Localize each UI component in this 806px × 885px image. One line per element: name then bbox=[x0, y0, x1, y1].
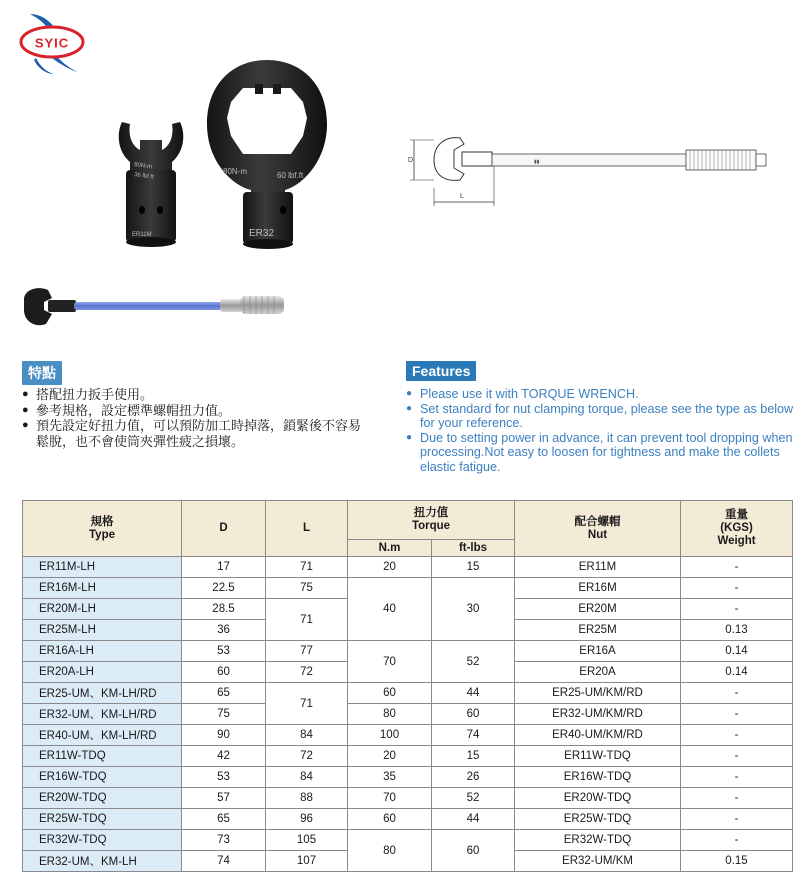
features-zh-list bbox=[22, 387, 362, 449]
cell-nut: ER20A bbox=[515, 662, 681, 683]
cell-d: 17 bbox=[182, 557, 266, 578]
cell-type: ER11W-TDQ bbox=[23, 746, 182, 767]
cell-type: ER16M-LH bbox=[23, 578, 182, 599]
cell-l: 71 bbox=[266, 599, 348, 641]
cell-d: 36 bbox=[182, 620, 266, 641]
cell-l: 75 bbox=[266, 578, 348, 599]
spec-table bbox=[22, 500, 793, 872]
header-ftlbs: ft-lbs bbox=[432, 540, 515, 557]
cell-nut: ER11M bbox=[515, 557, 681, 578]
cell-ftlbs: 74 bbox=[432, 725, 515, 746]
cell-type: ER16W-TDQ bbox=[23, 767, 182, 788]
cell-d: 65 bbox=[182, 683, 266, 704]
cell-ftlbs: 15 bbox=[432, 746, 515, 767]
header-weight-en: Weight bbox=[717, 535, 756, 547]
cell-weight: - bbox=[681, 788, 793, 809]
cell-type: ER40-UM、KM-LH/RD bbox=[23, 725, 182, 746]
cell-d: 60 bbox=[182, 662, 266, 683]
features-en-list bbox=[406, 387, 798, 475]
cell-nut: ER40-UM/KM/RD bbox=[515, 725, 681, 746]
cell-type: ER25W-TDQ bbox=[23, 809, 182, 830]
cell-l: 71 bbox=[266, 683, 348, 725]
dim-l-label: L bbox=[460, 193, 464, 200]
large-wrench-head-image bbox=[203, 54, 331, 250]
bullet-icon: ● bbox=[22, 403, 29, 416]
cell-ftlbs: 52 bbox=[432, 788, 515, 809]
cell-weight: 0.15 bbox=[681, 851, 793, 872]
cell-l: 96 bbox=[266, 809, 348, 830]
header-nut-en: Nut bbox=[587, 528, 608, 541]
cell-d: 73 bbox=[182, 830, 266, 851]
features-en-item: Please use it with TORQUE WRENCH. bbox=[420, 387, 639, 401]
features-zh-title: 特點 bbox=[22, 361, 62, 385]
header-weight-unit: (KGS) bbox=[720, 522, 753, 534]
cell-nut: ER32-UM/KM bbox=[515, 851, 681, 872]
header-nut-zh: 配合螺帽 bbox=[574, 515, 621, 528]
table-row bbox=[23, 767, 793, 788]
cell-nut: ER11W-TDQ bbox=[515, 746, 681, 767]
header-weight-zh: 重量 bbox=[725, 509, 748, 521]
cell-l: 72 bbox=[266, 662, 348, 683]
table-row bbox=[23, 725, 793, 746]
table-row bbox=[23, 746, 793, 767]
list-item bbox=[22, 403, 362, 419]
cell-nut: ER20M bbox=[515, 599, 681, 620]
features-en-item: Set standard for nut clamping torque, please see the type as below for your reference. bbox=[420, 401, 794, 431]
list-item bbox=[406, 387, 798, 402]
syic-logo bbox=[16, 8, 88, 78]
cell-ftlbs: 44 bbox=[432, 683, 515, 704]
table-row bbox=[23, 557, 793, 578]
cell-d: 74 bbox=[182, 851, 266, 872]
features-zh-item: 預先設定好扭力值，可以預防加工時掉落，鎖緊後不容易鬆脫，也不會使筒夾彈性疲之損壞。 bbox=[36, 418, 362, 449]
cell-nut: ER32-UM/KM/RD bbox=[515, 704, 681, 725]
cell-weight: - bbox=[681, 725, 793, 746]
cell-ftlbs: 52 bbox=[432, 641, 515, 683]
cell-nut: ER16M bbox=[515, 578, 681, 599]
cell-weight: - bbox=[681, 809, 793, 830]
cell-ftlbs: 26 bbox=[432, 767, 515, 788]
header-type-en: Type bbox=[89, 528, 115, 541]
cell-type: ER25M-LH bbox=[23, 620, 182, 641]
cell-weight: 0.14 bbox=[681, 662, 793, 683]
cell-nm: 100 bbox=[348, 725, 432, 746]
torque-wrench-image bbox=[20, 284, 288, 330]
header-nut bbox=[515, 501, 681, 557]
table-row bbox=[23, 578, 793, 599]
cell-l: 72 bbox=[266, 746, 348, 767]
cell-nm: 80 bbox=[348, 830, 432, 872]
small-head-label1: 80N-m bbox=[133, 162, 153, 171]
bullet-icon: ● bbox=[22, 419, 29, 431]
cell-type: ER16A-LH bbox=[23, 641, 182, 662]
cell-d: 75 bbox=[182, 704, 266, 725]
small-wrench-head-image bbox=[112, 118, 190, 248]
cell-type: ER20M-LH bbox=[23, 599, 182, 620]
cell-weight: - bbox=[681, 683, 793, 704]
cell-weight: - bbox=[681, 557, 793, 578]
cell-l: 107 bbox=[266, 851, 348, 872]
cell-weight: 0.13 bbox=[681, 620, 793, 641]
header-weight bbox=[681, 501, 793, 557]
bullet-icon: ● bbox=[406, 388, 413, 399]
svg-text:▮▮: ▮▮ bbox=[534, 159, 540, 165]
cell-type: ER32W-TDQ bbox=[23, 830, 182, 851]
header-d: D bbox=[182, 501, 266, 557]
cell-nm: 40 bbox=[348, 578, 432, 641]
large-head-label1: 80N-m bbox=[223, 167, 248, 176]
table-row bbox=[23, 809, 793, 830]
cell-d: 57 bbox=[182, 788, 266, 809]
cell-weight: - bbox=[681, 599, 793, 620]
cell-nm: 60 bbox=[348, 683, 432, 704]
cell-weight: - bbox=[681, 578, 793, 599]
cell-l: 84 bbox=[266, 767, 348, 788]
table-row bbox=[23, 788, 793, 809]
list-item bbox=[406, 431, 798, 475]
cell-nut: ER20W-TDQ bbox=[515, 788, 681, 809]
large-head-model: ER32 bbox=[249, 228, 275, 239]
small-head-model: ER11M bbox=[132, 232, 152, 238]
header-type-zh: 規格 bbox=[90, 515, 114, 528]
list-item bbox=[406, 402, 798, 431]
cell-type: ER20A-LH bbox=[23, 662, 182, 683]
cell-nut: ER32W-TDQ bbox=[515, 830, 681, 851]
wrench-dimension-diagram bbox=[404, 130, 776, 208]
cell-d: 28.5 bbox=[182, 599, 266, 620]
cell-d: 65 bbox=[182, 809, 266, 830]
cell-nm: 20 bbox=[348, 557, 432, 578]
cell-d: 53 bbox=[182, 767, 266, 788]
bullet-icon: ● bbox=[406, 431, 413, 443]
cell-weight: - bbox=[681, 830, 793, 851]
cell-weight: 0.14 bbox=[681, 641, 793, 662]
features-en-title: Features bbox=[406, 361, 476, 381]
cell-type: ER32-UM、KM-LH/RD bbox=[23, 704, 182, 725]
table-row bbox=[23, 830, 793, 851]
cell-d: 90 bbox=[182, 725, 266, 746]
header-l: L bbox=[266, 501, 348, 557]
cell-type: ER20W-TDQ bbox=[23, 788, 182, 809]
features-zh-item: 搭配扭力扳手使用。 bbox=[36, 387, 154, 402]
cell-type: ER11M-LH bbox=[23, 557, 182, 578]
list-item bbox=[22, 387, 362, 403]
table-row bbox=[23, 683, 793, 704]
dim-d-label: D bbox=[408, 157, 414, 164]
cell-weight: - bbox=[681, 767, 793, 788]
table-row bbox=[23, 641, 793, 662]
cell-nm: 20 bbox=[348, 746, 432, 767]
cell-weight: - bbox=[681, 704, 793, 725]
header-torque-en: Torque bbox=[411, 520, 451, 532]
cell-weight: - bbox=[681, 746, 793, 767]
large-head-label2: 60 lbf.ft bbox=[277, 171, 304, 180]
cell-nm: 35 bbox=[348, 767, 432, 788]
header-torque-zh: 扭力值 bbox=[413, 507, 449, 519]
cell-ftlbs: 30 bbox=[432, 578, 515, 641]
cell-d: 53 bbox=[182, 641, 266, 662]
cell-nm: 80 bbox=[348, 704, 432, 725]
cell-l: 84 bbox=[266, 725, 348, 746]
cell-nut: ER16A bbox=[515, 641, 681, 662]
cell-nm: 70 bbox=[348, 788, 432, 809]
features-zh-item: 參考規格，設定標準螺帽扭力值。 bbox=[36, 402, 232, 418]
spec-table-body bbox=[23, 557, 793, 872]
header-torque bbox=[348, 501, 515, 540]
cell-l: 88 bbox=[266, 788, 348, 809]
cell-nm: 60 bbox=[348, 809, 432, 830]
cell-ftlbs: 44 bbox=[432, 809, 515, 830]
cell-nut: ER25-UM/KM/RD bbox=[515, 683, 681, 704]
cell-l: 105 bbox=[266, 830, 348, 851]
header-nm: N.m bbox=[348, 540, 432, 557]
cell-type: ER25-UM、KM-LH/RD bbox=[23, 683, 182, 704]
features-en-item: Due to setting power in advance, it can prevent tool dropping when processing.Not easy to loosen for tightness and make the collets elastic fatigue. bbox=[420, 430, 793, 474]
cell-type: ER32-UM、KM-LH bbox=[23, 851, 182, 872]
cell-l: 77 bbox=[266, 641, 348, 662]
header-type bbox=[23, 501, 182, 557]
bullet-icon: ● bbox=[22, 388, 29, 400]
cell-nut: ER25M bbox=[515, 620, 681, 641]
small-head-label2: 36 lbf.ft bbox=[133, 172, 155, 181]
cell-l: 71 bbox=[266, 557, 348, 578]
table-row bbox=[23, 704, 793, 725]
cell-d: 42 bbox=[182, 746, 266, 767]
cell-ftlbs: 15 bbox=[432, 557, 515, 578]
cell-ftlbs: 60 bbox=[432, 830, 515, 872]
cell-nut: ER25W-TDQ bbox=[515, 809, 681, 830]
cell-d: 22.5 bbox=[182, 578, 266, 599]
cell-nm: 70 bbox=[348, 641, 432, 683]
logo-text: SYIC bbox=[34, 35, 70, 51]
list-item bbox=[22, 418, 362, 449]
cell-ftlbs: 60 bbox=[432, 704, 515, 725]
cell-nut: ER16W-TDQ bbox=[515, 767, 681, 788]
bullet-icon: ● bbox=[406, 402, 413, 414]
